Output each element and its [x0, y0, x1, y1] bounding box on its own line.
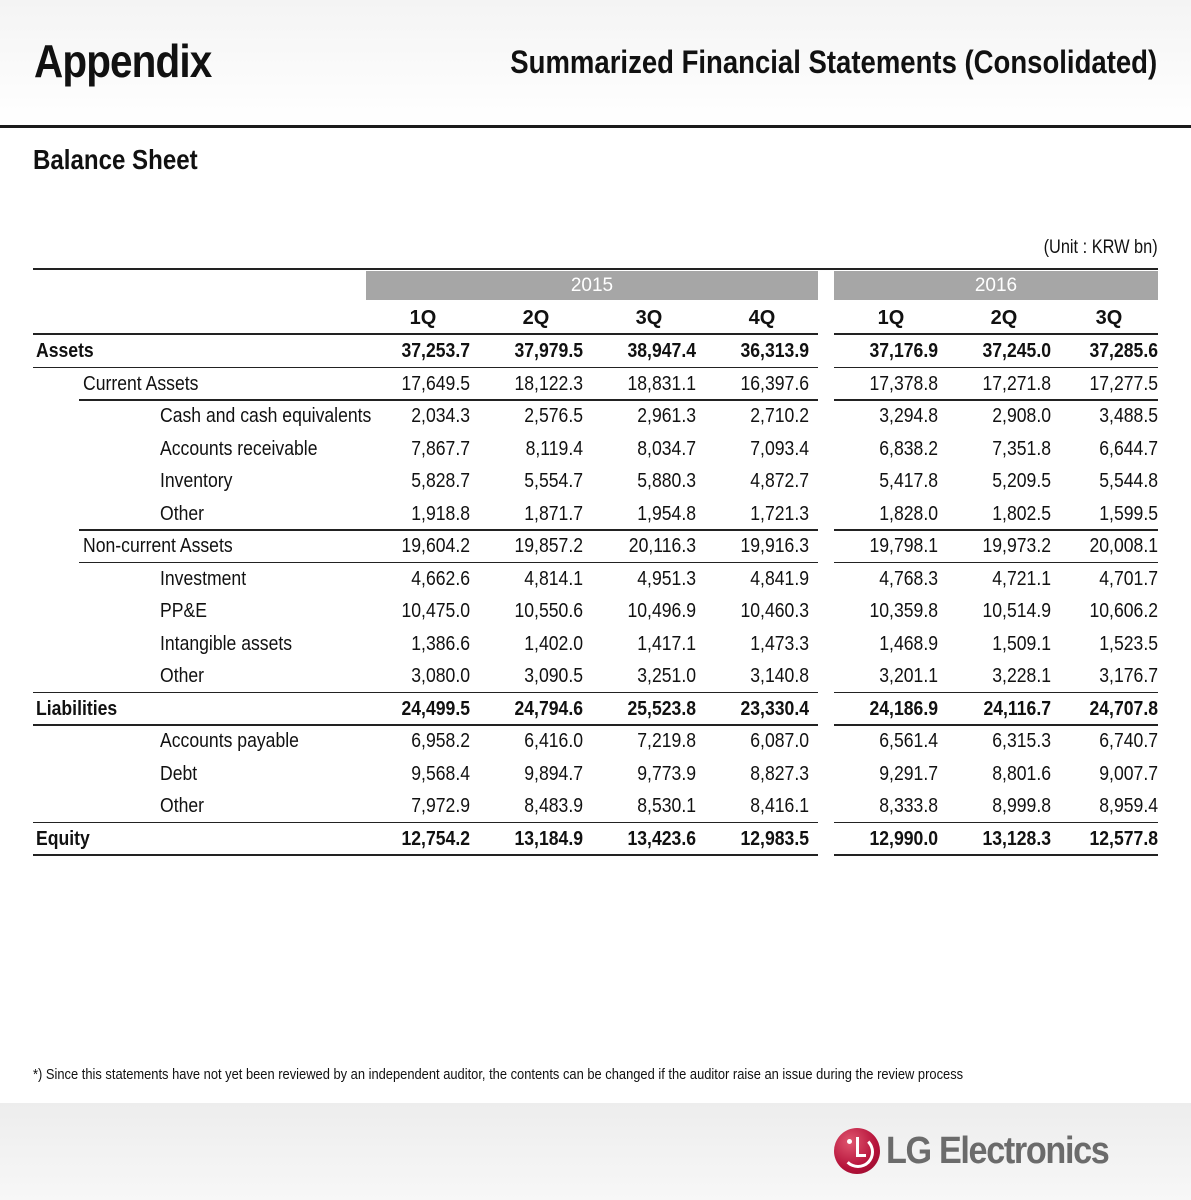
row-label: Liabilities [36, 697, 118, 720]
row-value-cell: 17,271.8 [982, 372, 1051, 395]
table-row [33, 660, 1158, 693]
row-value-cell: 12,577.8 [1089, 827, 1158, 850]
row-label: Accounts receivable [160, 437, 318, 460]
section-title: Balance Sheet [33, 144, 198, 175]
row-value-cell: 4,768.3 [879, 567, 938, 590]
row-value-cell: 3,488.5 [1099, 405, 1158, 427]
row-value-cell: 1,599.5 [1099, 502, 1158, 525]
year-header-2016: 2016 [834, 271, 1158, 300]
row-value-cell: 37,245.0 [982, 340, 1051, 362]
row-value-cell: 6,644.7 [1099, 437, 1158, 460]
row-value-cell: 10,514.9 [982, 600, 1051, 622]
row-divider [834, 854, 1158, 856]
row-value-cell: 8,034.7 [637, 437, 696, 460]
row-value-cell: 10,496.9 [627, 600, 696, 622]
row-value-cell: 3,201.1 [879, 665, 938, 687]
document-title: Summarized Financial Statements (Consolidated) [510, 44, 1157, 80]
row-value-cell: 19,973.2 [982, 535, 1051, 557]
row-value-cell: 2,576.5 [524, 405, 583, 427]
row-value-cell: 1,871.7 [524, 502, 583, 525]
row-value-cell: 36,313.9 [740, 340, 809, 362]
row-value-cell: 3,140.8 [750, 665, 809, 687]
row-label: Debt [160, 762, 198, 785]
row-value-cell: 17,378.8 [869, 372, 938, 395]
table-top-rule [33, 268, 1158, 270]
row-value-cell: 37,253.7 [401, 340, 470, 362]
row-value-cell: 5,544.8 [1099, 470, 1158, 492]
row-value-cell: 9,773.9 [637, 762, 696, 785]
row-label: Equity [36, 827, 90, 850]
unit-label: (Unit : KRW bn) [1043, 237, 1158, 258]
row-value-cell: 3,176.7 [1099, 665, 1158, 687]
row-value-cell: 12,754.2 [401, 827, 470, 850]
row-value-cell: 7,972.9 [411, 795, 470, 817]
row-value-cell: 5,417.8 [879, 470, 938, 492]
row-value-cell: 8,801.6 [992, 762, 1051, 785]
row-label: PP&E [160, 600, 207, 622]
row-value-cell: 37,285.6 [1089, 340, 1158, 362]
row-value-cell: 6,416.0 [524, 730, 583, 752]
table-row [33, 335, 1158, 368]
quarter-header-row [33, 302, 1158, 334]
row-value-cell: 5,554.7 [524, 470, 583, 492]
row-value-cell: 37,979.5 [514, 340, 583, 362]
row-value-cell: 1,509.1 [992, 632, 1051, 655]
row-value-cell: 23,330.4 [740, 697, 809, 720]
row-value-cell: 1,721.3 [750, 502, 809, 525]
table-row [33, 563, 1158, 596]
row-value-cell: 3,294.8 [879, 405, 938, 427]
row-value-cell: 4,841.9 [750, 567, 809, 590]
row-value-cell: 7,351.8 [992, 437, 1051, 460]
row-value-cell: 3,228.1 [992, 665, 1051, 687]
row-value-cell: 1,523.5 [1099, 632, 1158, 655]
row-value-cell: 1,468.9 [879, 632, 938, 655]
row-label: Inventory [160, 470, 233, 492]
row-value-cell: 38,947.4 [627, 340, 696, 362]
row-value-cell: 4,814.1 [524, 567, 583, 590]
quarter-header-cell: 2Q [990, 307, 1018, 329]
table-row [33, 823, 1158, 856]
row-value-cell: 19,857.2 [514, 535, 583, 557]
row-value-cell: 6,740.7 [1099, 730, 1158, 752]
row-value-cell: 2,961.3 [637, 405, 696, 427]
row-value-cell: 9,894.7 [524, 762, 583, 785]
quarter-header-cell: 4Q [748, 307, 776, 329]
row-value-cell: 3,251.0 [637, 665, 696, 687]
quarter-header-cell: 2Q [522, 307, 550, 329]
row-label: Assets [36, 340, 94, 362]
row-label: Other [160, 502, 205, 525]
row-label: Cash and cash equivalents [160, 405, 372, 427]
row-value-cell: 20,116.3 [628, 535, 696, 557]
table-row [33, 368, 1158, 401]
row-value-cell: 10,475.0 [401, 600, 470, 622]
row-value-cell: 6,087.0 [750, 730, 809, 752]
row-value-cell: 6,838.2 [879, 437, 938, 460]
table-row [33, 595, 1158, 628]
page-title: Appendix [34, 35, 212, 87]
row-value-cell: 7,219.8 [637, 730, 696, 752]
footnote: *) Since this statements have not yet been reviewed by an independent auditor, the contents can be changed if the auditor raise an issue during the review process [33, 1066, 964, 1083]
row-value-cell: 1,802.5 [992, 502, 1051, 525]
row-value-cell: 13,423.6 [627, 827, 696, 850]
row-value-cell: 3,080.0 [411, 665, 470, 687]
row-value-cell: 19,604.2 [401, 535, 470, 557]
row-value-cell: 24,499.5 [401, 697, 470, 720]
row-value-cell: 13,184.9 [514, 827, 583, 850]
row-value-cell: 4,701.7 [1099, 567, 1158, 590]
row-label: Intangible assets [160, 632, 293, 655]
row-value-cell: 4,872.7 [750, 470, 809, 492]
row-value-cell: 12,990.0 [869, 827, 938, 850]
row-value-cell: 17,277.5 [1089, 372, 1158, 395]
table-row [33, 693, 1158, 726]
row-label: Other [160, 665, 205, 687]
row-value-cell: 4,951.3 [637, 567, 696, 590]
quarter-header-cell: 3Q [1095, 307, 1123, 329]
row-value-cell: 10,606.2 [1089, 600, 1158, 622]
row-value-cell: 8,827.3 [750, 762, 809, 785]
row-value-cell: 20,008.1 [1089, 535, 1158, 557]
header-divider [0, 125, 1191, 128]
row-value-cell: 24,794.6 [514, 697, 583, 720]
row-value-cell: 37,176.9 [869, 340, 938, 362]
row-divider [33, 854, 818, 856]
row-value-cell: 6,315.3 [992, 730, 1051, 752]
row-value-cell: 2,710.2 [750, 405, 809, 427]
row-label: Current Assets [83, 372, 199, 395]
table-row [33, 758, 1158, 791]
quarter-header-cell: 3Q [635, 307, 663, 329]
row-value-cell: 24,186.9 [869, 697, 938, 720]
table-row [33, 628, 1158, 661]
row-value-cell: 8,333.8 [879, 795, 938, 817]
row-value-cell: 8,416.1 [750, 795, 809, 817]
row-label: Accounts payable [160, 730, 299, 752]
row-label: Non-current Assets [83, 535, 233, 557]
row-value-cell: 19,916.3 [740, 535, 809, 557]
row-value-cell: 19,798.1 [869, 535, 938, 557]
row-value-cell: 3,090.5 [524, 665, 583, 687]
row-label: Investment [160, 567, 247, 590]
row-value-cell: 10,460.3 [740, 600, 809, 622]
year-header-2015: 2015 [366, 271, 818, 300]
row-value-cell: 5,880.3 [637, 470, 696, 492]
table-row [33, 465, 1158, 498]
row-value-cell: 2,908.0 [992, 405, 1051, 427]
row-value-cell: 18,122.3 [514, 372, 583, 395]
table-row [33, 400, 1158, 433]
row-value-cell: 17,649.5 [401, 372, 470, 395]
table-row [33, 498, 1158, 531]
row-value-cell: 1,402.0 [524, 632, 583, 655]
table-row [33, 433, 1158, 466]
row-value-cell: 6,561.4 [879, 730, 938, 752]
table-row [33, 530, 1158, 563]
row-value-cell: 8,483.9 [524, 795, 583, 817]
row-value-cell: 8,119.4 [525, 437, 583, 460]
company-logo [834, 1125, 1133, 1177]
row-value-cell: 1,386.6 [411, 632, 470, 655]
row-value-cell: 1,473.3 [750, 632, 809, 655]
row-value-cell: 8,999.8 [992, 795, 1051, 817]
row-value-cell: 5,828.7 [411, 470, 470, 492]
row-label: Other [160, 795, 205, 817]
logo-text: LG Electronics [885, 1129, 1109, 1172]
row-value-cell: 4,662.6 [411, 567, 470, 590]
table-row [33, 725, 1158, 758]
table-row [33, 790, 1158, 823]
row-value-cell: 1,918.8 [411, 502, 470, 525]
row-value-cell: 16,397.6 [740, 372, 809, 395]
row-value-cell: 1,417.1 [637, 632, 696, 655]
row-value-cell: 8,959.4 [1099, 795, 1158, 817]
row-value-cell: 6,958.2 [411, 730, 470, 752]
row-value-cell: 9,291.7 [879, 762, 938, 785]
row-value-cell: 8,530.1 [637, 795, 696, 817]
row-value-cell: 9,568.4 [411, 762, 470, 785]
row-value-cell: 24,707.8 [1089, 697, 1158, 720]
row-value-cell: 5,209.5 [992, 470, 1051, 492]
row-value-cell: 1,954.8 [637, 502, 696, 525]
row-value-cell: 24,116.7 [983, 697, 1051, 720]
row-value-cell: 10,359.8 [869, 600, 938, 622]
lg-logo-icon [834, 1128, 880, 1174]
row-value-cell: 7,093.4 [750, 437, 809, 460]
row-value-cell: 1,828.0 [879, 502, 938, 525]
row-value-cell: 25,523.8 [627, 697, 696, 720]
row-value-cell: 9,007.7 [1099, 762, 1158, 785]
quarter-header-cell: 1Q [877, 307, 905, 329]
row-value-cell: 10,550.6 [514, 600, 583, 622]
row-value-cell: 4,721.1 [992, 567, 1051, 590]
row-value-cell: 13,128.3 [982, 827, 1051, 850]
row-value-cell: 12,983.5 [740, 827, 809, 850]
quarter-header-cell: 1Q [409, 307, 437, 329]
row-value-cell: 2,034.3 [411, 405, 470, 427]
row-value-cell: 7,867.7 [411, 437, 470, 460]
row-value-cell: 18,831.1 [627, 372, 696, 395]
